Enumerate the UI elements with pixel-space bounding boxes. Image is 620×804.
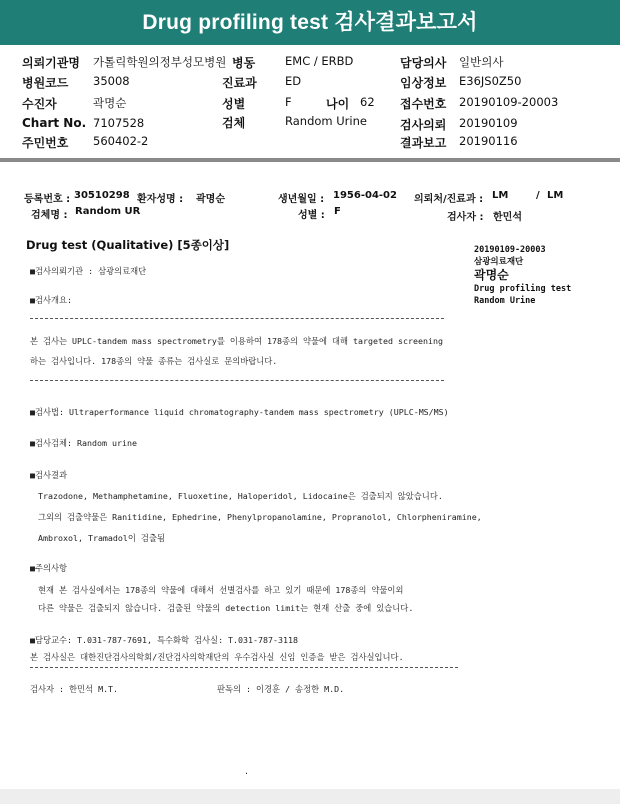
value-dob: 1956-04-02 (333, 190, 397, 201)
requesting-agency-line: ■검사의뢰기관 : 삼광의료재단 (30, 266, 147, 276)
label-requesting-agency: 의뢰기관명 (22, 56, 80, 70)
stamp-lab-name: 삼광의료재단 (474, 257, 524, 267)
value-patient-name: 곽명순 (196, 194, 225, 205)
value-reg-no: 30510298 (74, 190, 130, 201)
tester-signature: 검사자 : 한민석 M.T. (30, 684, 119, 694)
label-tester: 검사자 : (447, 212, 484, 223)
dept-separator: / (536, 190, 540, 201)
label-reg-no: 등록번호 : (24, 194, 71, 205)
value-chart-no: 7107528 (93, 116, 145, 130)
certification-line: 본 검사실은 대한진단검사의학회/진단검사의학재단의 우수검사실 신임 인증을 받은 검사실입니다. (30, 652, 404, 662)
overview-line-1: 본 검사는 UPLC-tandem mass spectrometry를 이용하여 178종의 약물에 대해 targeted screening (30, 336, 443, 346)
page-bottom-edge (0, 789, 620, 804)
dashed-divider (30, 380, 444, 381)
value-test-requested: 20190109 (459, 116, 518, 130)
value-clinical-info: E36JS0Z50 (459, 74, 522, 88)
lab-report-sheet (0, 162, 620, 804)
label-specimen: 검체 (222, 116, 246, 130)
result-heading: ■검사결과 (30, 470, 68, 480)
label-result-reported: 결과보고 (400, 136, 447, 150)
report-banner-title: Drug profiling test 검사결과보고서 (0, 0, 620, 45)
label-referral-dept: 의뢰처/진료과 : (414, 194, 484, 205)
label-ward: 병동 (232, 56, 256, 70)
value-sex: F (285, 95, 292, 109)
value-specimen: Random Urine (285, 114, 367, 128)
value-specimen-name: Random UR (75, 206, 141, 217)
label-department: 진료과 (222, 76, 257, 90)
caution-heading: ■주의사항 (30, 563, 68, 573)
label-receipt-no: 접수번호 (400, 97, 447, 111)
dashed-divider (30, 318, 444, 319)
label-age: 나이 (326, 97, 350, 111)
label-clinical-info: 임상정보 (400, 76, 447, 90)
label-dob: 생년월일 : (278, 194, 325, 205)
stamp-patient-name: 곽명순 (474, 268, 509, 282)
label-chart-no: Chart No. (22, 116, 87, 130)
value-receipt-no: 20190109-20003 (459, 95, 559, 109)
request-info-panel (0, 45, 620, 157)
label-specimen-name: 검체명 : (31, 210, 68, 221)
specimen-line: ■검사검체: Random urine (30, 438, 137, 448)
result-line-1: Trazodone, Methamphetamine, Fluoxetine, Haloperidol, Lidocaine은 검출되지 않았습니다. (38, 491, 443, 501)
label-hospital-code: 병원코드 (22, 76, 69, 90)
caution-line-1: 현재 본 검사실에서는 178종의 약물에 대해서 선별검사를 하고 있기 때문에 178종의 약물이외 (38, 585, 404, 595)
reader-signature: 판독의 : 이경훈 / 송정한 M.D. (217, 684, 345, 694)
stamp-test-name: Drug profiling test (474, 284, 572, 294)
value-department: ED (285, 74, 302, 88)
overview-line-2: 하는 검사입니다. 178종의 약물 종류는 검사실로 문의바랍니다. (30, 356, 278, 366)
stamp-specimen: Random Urine (474, 296, 536, 306)
footer-dot: . (244, 766, 249, 776)
stamp-receipt-no: 20190109-20003 (474, 245, 546, 255)
result-line-2: 그외의 검출약물은 Ranitidine, Ephedrine, Phenylpropanolamine, Propranolol, Chlorpheniramine, (38, 512, 482, 522)
value-attending-doctor: 일반의사 (459, 55, 504, 69)
value-hospital-code: 35008 (93, 74, 130, 88)
value-result-reported: 20190116 (459, 134, 518, 148)
label-resident-no: 주민번호 (22, 136, 69, 150)
value-requesting-agency: 가톨릭학원의정부성모병원 (93, 55, 227, 69)
value-patient: 곽명순 (93, 96, 127, 110)
test-title: Drug test (Qualitative) [5종이상] (26, 238, 230, 252)
value-referral-dept: LM (492, 190, 509, 201)
value-ward: EMC / ERBD (285, 54, 354, 68)
value-dept: LM (547, 190, 564, 201)
value-resident-no: 560402-2 (93, 134, 149, 148)
specimen-label-stamp (474, 244, 571, 307)
label-test-requested: 검사의뢰 (400, 118, 447, 132)
label-sex: 성별 (222, 97, 246, 111)
overview-heading: ■검사개요: (30, 295, 73, 305)
value-tester: 한민석 (493, 212, 522, 223)
label-report-sex: 성별 : (298, 210, 325, 221)
value-report-sex: F (334, 206, 341, 217)
caution-line-2: 다른 약물은 검출되지 않습니다. 검출된 약물의 detection limit는 현재 산출 중에 있습니다. (38, 603, 414, 613)
label-patient-name: 환자성명 : (137, 194, 184, 205)
label-attending-doctor: 담당의사 (400, 56, 447, 70)
value-age: 62 (360, 95, 375, 109)
result-line-3: Ambroxol, Tramadol이 검출됨 (38, 533, 165, 543)
method-line: ■검사법: Ultraperformance liquid chromatography-tandem mass spectrometry (UPLC-MS/MS) (30, 407, 449, 417)
dashed-divider (30, 667, 458, 668)
contact-line: ■담당교수: T.031-787-7691, 특수화학 검사실: T.031-787-3118 (30, 635, 298, 645)
label-patient: 수진자 (22, 97, 57, 111)
